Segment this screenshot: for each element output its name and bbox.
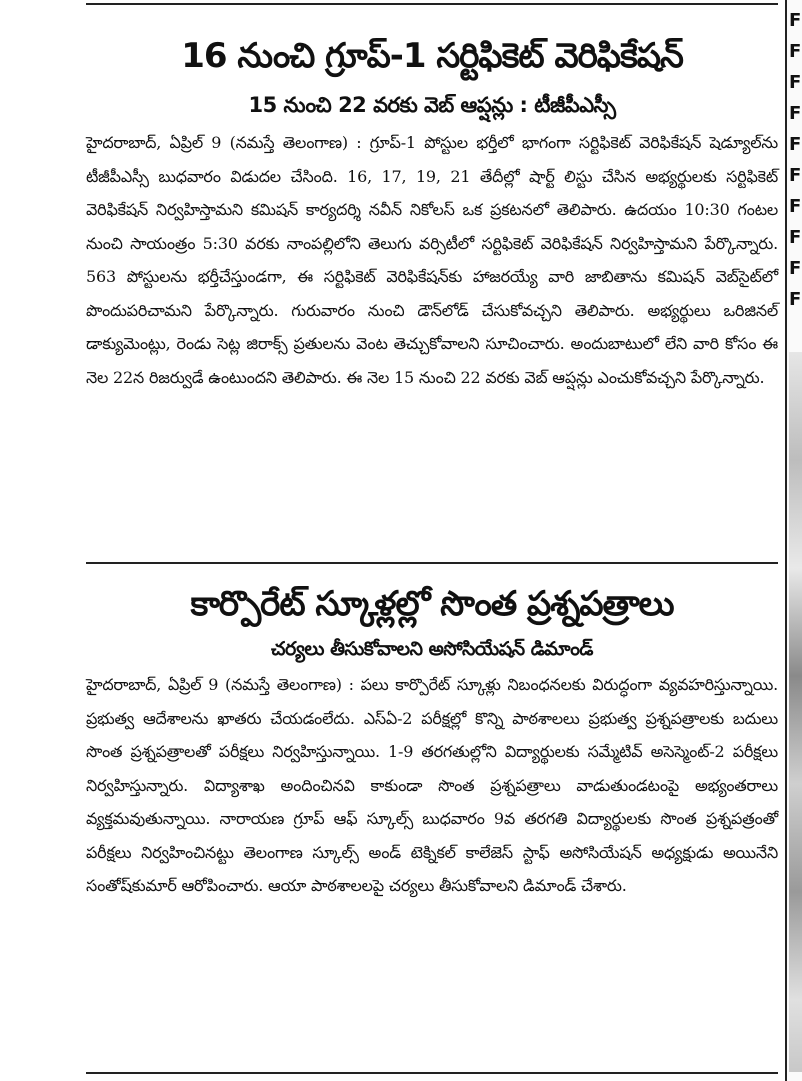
adjacent-column-letter: F: [789, 289, 802, 310]
adjacent-column-letter: F: [789, 41, 802, 62]
adjacent-column-letter: F: [789, 258, 802, 279]
adjacent-column-list: [789, 10, 802, 328]
adjacent-column-letter: F: [789, 103, 802, 124]
article-subheadline: చర్యలు తీసుకోవాలని అసోసియేషన్‌ డిమాండ్‌: [271, 638, 593, 660]
top-divider: [86, 3, 778, 5]
article-headline: కార్పొరేట్‌ స్కూళ్లల్లో సొంత ప్రశ్నపత్రాలు: [190, 584, 674, 624]
adjacent-column-letter: F: [789, 227, 802, 248]
adjacent-photo-cropped: [789, 352, 802, 1072]
article-group1-verification: [86, 30, 778, 394]
adjacent-column-letter: F: [789, 165, 802, 186]
article-corporate-schools: [86, 578, 778, 903]
adjacent-column-letter: F: [789, 10, 802, 31]
adjacent-column-letter: F: [789, 196, 802, 217]
bottom-divider: [86, 1072, 778, 1074]
article-subheadline: 15 నుంచి 22 వరకు వెబ్‌ ఆప్షన్లు : టీజీపీఎస్సీ: [248, 93, 616, 117]
article-body: హైదరాబాద్‌, ఏప్రిల్‌ 9 (నమస్తే తెలంగాణ) : గ్రూప్‌-1 పోస్టుల భర్తీలో భాగంగా సర్టిఫికెట్‌ వెరిఫికేషన్‌ షెడ్యూల్‌ను టీజీపీఎస్సీ బుధవారం విడుదల చేసింది. 16, 17, 19, 21 తేదీల్లో షార్ట్‌ లిస్టు చేసిన అభ్యర్థులకు సర్టిఫికెట్‌ వెరిఫికేషన్‌ నిర్వహిస్తామని కమిషన్‌ కార్యదర్శి నవీన్‌ నికోలస్‌ ఒక ప్రకటనలో తెలిపారు. ఉదయం 10:30 గంటల నుంచి సాయంత్రం 5:30 వరకు నాంపల్లిలోని తెలుగు వర్సిటీలో సర్టిఫికెట్‌ వెరిఫికేషన్‌ నిర్వహిస్తామని పేర్కొన్నారు. 563 పోస్టులను భర్తీచేస్తుండగా, ఈ సర్టిఫికెట్‌ వెరిఫికేషన్‌కు హాజరయ్యే వారి జాబితాను కమిషన్‌ వెబ్‌సైట్‌లో పొందుపరిచామని పేర్కొన్నారు. గురువారం నుంచి డౌన్‌లోడ్‌ చేసుకోవచ్చని తెలిపారు. అభ్యర్థులు ఒరిజినల్‌ డాక్యుమెంట్లు, రెండు సెట్ల జిరాక్స్‌ ప్రతులను వెంట తెచ్చుకోవాలని సూచించారు. అందుబాటులో లేని వారి కోసం ఈ నెల 22న రిజర్వుడే ఉంటుందని తెలిపారు. ఈ నెల 15 నుంచి 22 వరకు వెబ్‌ ఆప్షన్లు ఎంచుకోవచ్చని పేర్కొన్నారు.: [86, 133, 778, 387]
adjacent-column-letter: F: [789, 72, 802, 93]
article-headline: 16 నుంచి గ్రూప్‌-1 సర్టిఫికెట్‌ వెరిఫికేషన్‌: [181, 36, 683, 76]
article-body: హైదరాబాద్‌, ఏప్రిల్‌ 9 (నమస్తే తెలంగాణ) : పలు కార్పొరేట్‌ స్కూళ్లు నిబంధనలకు విరుద్ధంగా వ్యవహరిస్తున్నాయి. ప్రభుత్వ ఆదేశాలను ఖాతరు చేయడంలేదు. ఎస్‌ఏ-2 పరీక్షల్లో కొన్ని పాఠశాలలు ప్రభుత్వ ప్రశ్నపత్రాలకు బదులు సొంత ప్రశ్నపత్రాలతో పరీక్షలు నిర్వహిస్తున్నాయి. 1-9 తరగతుల్లోని విద్యార్థులకు సమ్మేటివ్‌ అసెస్మెంట్‌-2 పరీక్షలు నిర్వహిస్తున్నారు. విద్యాశాఖ అందించినవి కాకుండా సొంత ప్రశ్నపత్రాలు వాడుతుండటంపై అభ్యంతరాలు వ్యక్తమవుతున్నాయి. నారాయణ గ్రూప్‌ ఆఫ్‌ స్కూల్స్‌ బుధవారం 9వ తరగతి విద్యార్థులకు సొంత ప్రశ్నపత్రంతో పరీక్షలు నిర్వహించినట్టు తెలంగాణ స్కూల్స్‌ అండ్‌ టెక్నికల్‌ కాలేజెస్‌ స్టాఫ్‌ అసోసియేషన్‌ అధ్యక్షుడు అయినేని సంతోష్‌కుమార్‌ ఆరోపించారు. ఆయా పాఠశాలలపై చర్యలు తీసుకోవాలని డిమాండ్‌ చేశారు.: [86, 675, 778, 895]
article-divider: [86, 562, 778, 564]
adjacent-column-letter: F: [789, 134, 802, 155]
adjacent-column-cropped: [785, 0, 802, 1081]
